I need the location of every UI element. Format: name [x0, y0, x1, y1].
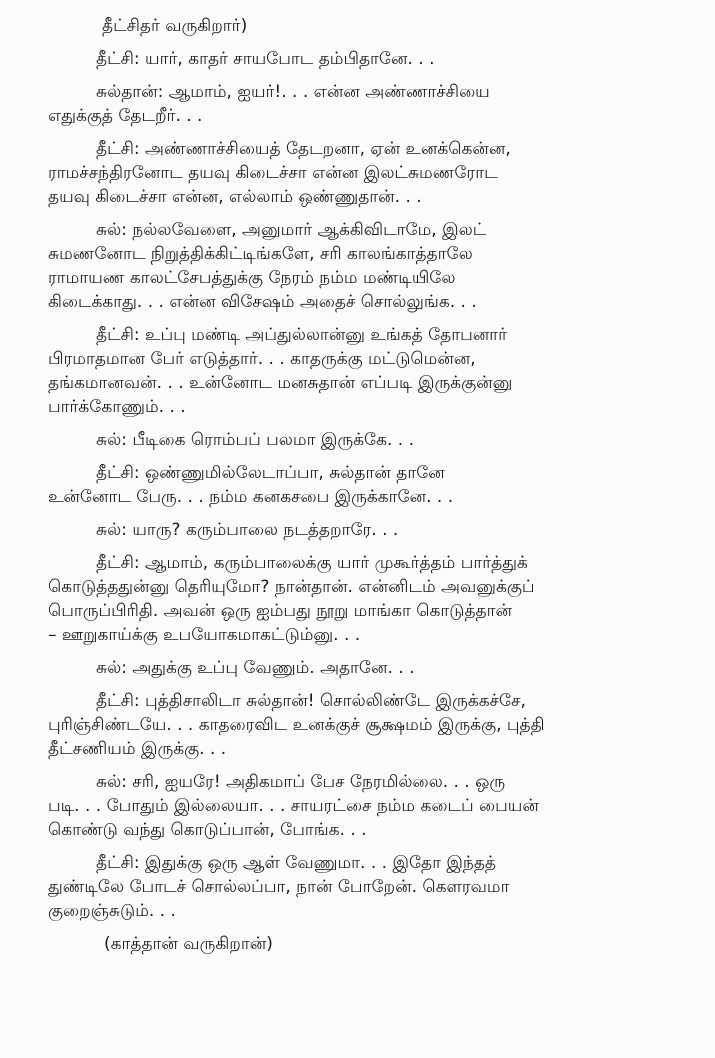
text-line: கிடைக்காது. . . என்ன விசேஷம் அதைச் சொல்லுங்க. . .: [48, 292, 477, 312]
dialogue-paragraph: [48, 137, 670, 209]
text-line: தீட்சி: புத்திசாலிடா சுல்தான்! சொல்லிண்டே இருக்கச்சே,: [96, 691, 526, 711]
text-line: சுல்: நல்லவேளை, அனுமார் ஆக்கிவிடாமே, இலட்: [96, 220, 487, 240]
stage-direction: [48, 932, 670, 956]
play-dialogue-text: [48, 14, 670, 965]
dialogue-paragraph: [48, 218, 670, 314]
text-line: பார்க்கோணும். . .: [48, 397, 186, 417]
text-line: பிரமாதமான பேர் எடுத்தார். . . காதருக்கு மட்டுமென்ன,: [48, 349, 476, 369]
text-line: தீட்சி: ஆமாம், கரும்பாலைக்கு யார் முகூர்த்தம் பார்த்துக்: [96, 553, 528, 573]
text-line: ராமச்சந்திரனோட தயவு கிடைச்சா என்ன இலட்சுமணரோட: [48, 163, 498, 183]
dialogue-paragraph: [48, 428, 670, 452]
text-line: தீட்சணியம் இருக்கு. . .: [48, 739, 227, 759]
text-line: தீட்சிதர் வருகிறார்): [102, 16, 248, 36]
text-line: சுமணனோட நிறுத்திக்கிட்டிங்களே, சரி காலங்காத்தாலே: [48, 244, 473, 264]
text-line: சுல்: சரி, ஐயரே! அதிகமாப் பேச நேரமில்லை. . . ஒரு: [96, 772, 506, 792]
dialogue-paragraph: [48, 551, 670, 647]
text-line: சுல்: அதுக்கு உப்பு வேணும். அதானே. . .: [96, 658, 415, 678]
text-line: தீட்சி: யார், காதர் சாயபோட தம்பிதானே. . .: [96, 49, 435, 69]
dialogue-paragraph: [48, 656, 670, 680]
text-line: தங்கமானவன். . . உன்னோட மனசுதான் எப்படி இருக்குன்னு: [48, 373, 513, 393]
text-line: புரிஞ்சிண்டயே. . . காதரைவிட உனக்குச் சூக்ஷமம் இருக்கு, புத்தி: [48, 715, 545, 735]
text-line: தீட்சி: அண்ணாச்சியைத் தேடறனா, ஏன் உனக்கென்ன,: [96, 139, 511, 159]
text-line: படி. . . போதும் இல்லையா. . . சாயரட்சை நம்ம கடைப் பையன்: [48, 796, 539, 816]
text-line: சுல்: யாரு? கரும்பாலை நடத்தறாரே. . .: [96, 520, 399, 540]
dialogue-paragraph: [48, 47, 670, 71]
text-line: பொருப்பிரிதி. அவன் ஒரு ஐம்பது நூறு மாங்கா கொடுத்தான்: [48, 601, 512, 621]
text-line: – ஊறுகாய்க்கு உபயோகமாகட்டும்னு. . .: [48, 625, 361, 645]
text-line: தீட்சி: ஒண்ணுமில்லேடாப்பா, சுல்தான் தானே: [96, 463, 445, 483]
text-line: சுல்: பீடிகை ரொம்பப் பலமா இருக்கே. . .: [96, 430, 415, 450]
dialogue-paragraph: [48, 518, 670, 542]
text-line: எதுக்குத் தேடறீர். . .: [48, 106, 203, 126]
text-line: தீட்சி: உப்பு மண்டி அப்துல்லான்னு உங்கத் தோபனார்: [96, 325, 508, 345]
dialogue-paragraph: [48, 851, 670, 923]
text-line: தீட்சி: இதுக்கு ஒரு ஆள் வேணுமா. . . இதோ இந்தத்: [96, 853, 496, 873]
text-line: தயவு கிடைச்சா என்ன, எல்லாம் ஒண்ணுதான். . .: [48, 187, 422, 207]
text-line: சுல்தான்: ஆமாம், ஐயர்!. . . என்ன அண்ணாச்சியை: [96, 82, 490, 102]
text-line: துண்டிலே போடச் சொல்லப்பா, நான் போறேன். கௌரவமா: [48, 877, 510, 897]
text-line: குறைஞ்சுடும். . .: [48, 901, 176, 921]
dialogue-paragraph: [48, 323, 670, 419]
text-line: கொடுத்ததுன்னு தெரியுமோ? நான்தான். என்னிடம் அவனுக்குப்: [48, 577, 535, 597]
dialogue-paragraph: [48, 80, 670, 128]
stage-direction: [48, 14, 670, 38]
dialogue-paragraph: [48, 461, 670, 509]
text-line: கொண்டு வந்து கொடுப்பான், போங்க. . .: [48, 820, 367, 840]
dialogue-paragraph: [48, 689, 670, 761]
text-line: ராமாயண காலட்சேபத்துக்கு நேரம் நம்ம மண்டியிலே: [48, 268, 456, 288]
dialogue-paragraph: [48, 770, 670, 842]
text-line: உன்னோட பேரு. . . நம்ம கனகசபை இருக்கானே. . .: [48, 487, 454, 507]
text-line: (காத்தான் வருகிறான்): [104, 934, 273, 954]
